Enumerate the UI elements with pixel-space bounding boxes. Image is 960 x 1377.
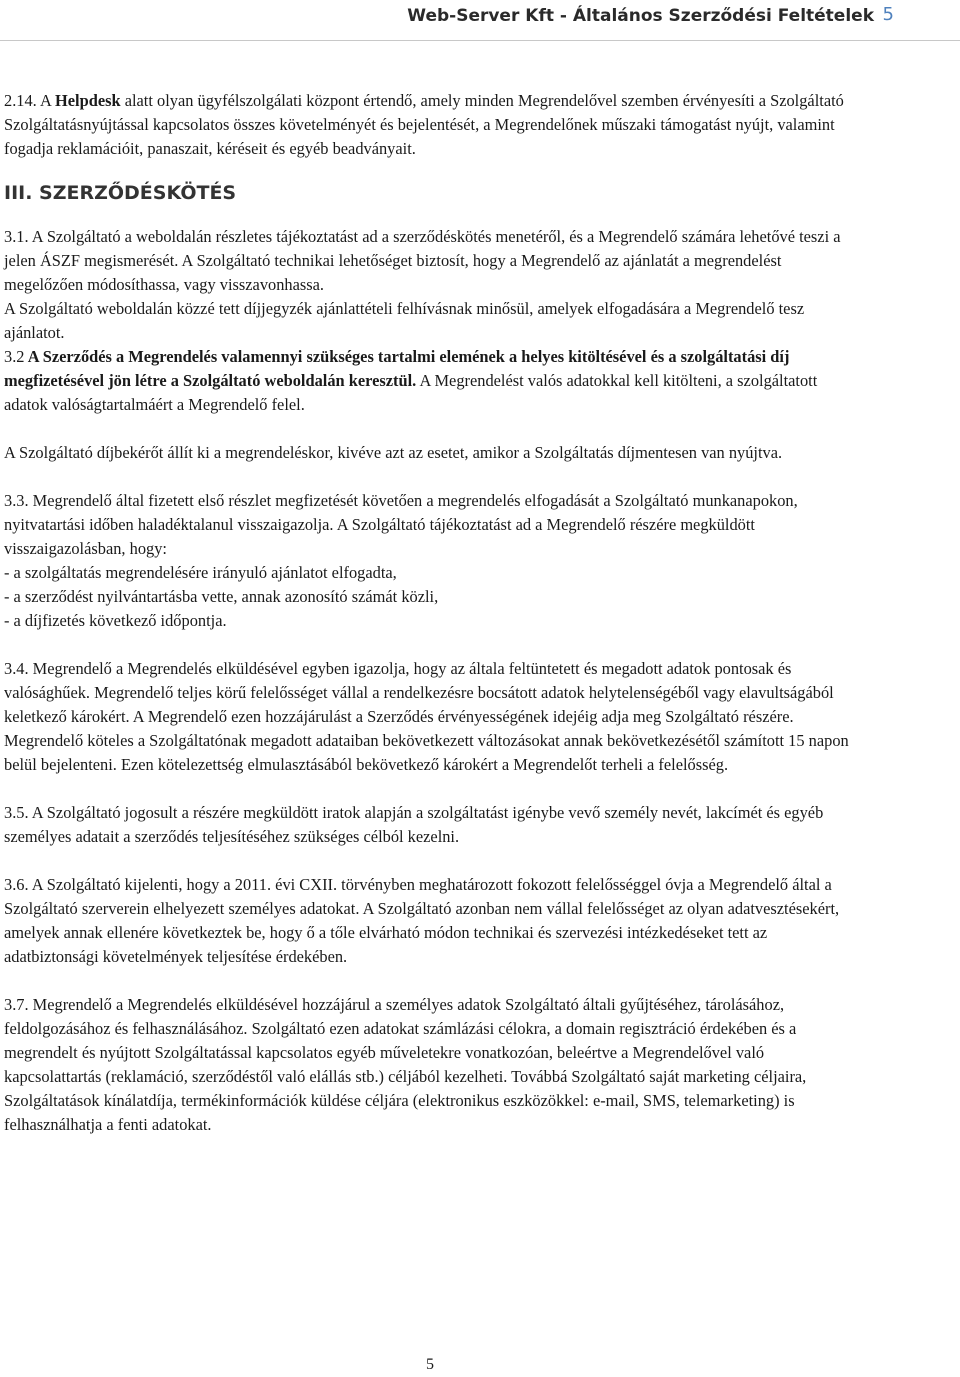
section-3-2-bold: A Szerződés a Megrendelés valamennyi szükséges tartalmi elemének a helyes kitöltésével és a szolgáltatási díj megfizetésével jön létre a Szolgáltató weboldalán keresztül. bbox=[4, 347, 790, 390]
section-3-1: 3.1. A Szolgáltató a weboldalán részletes tájékoztatást ad a szerződéskötés menetéről, és a Megrendelő számára lehetővé teszi a jelen ÁSZF megismerését. A Szolgáltató technikai lehetőséget biztosít, hogy a Megrendelő az ajánlatát a megrendelést megelőzően módosíthassa, vagy visszavonhassa. bbox=[4, 227, 841, 294]
list-item: - a szerződést nyilvántartásba vette, annak azonosító számát közli, bbox=[4, 587, 439, 606]
page-header bbox=[0, 0, 960, 41]
section-3-1-continued: A Szolgáltató weboldalán közzé tett díjjegyzék ajánlattételi felhívásnak minősül, amelyek elfogadására a Megrendelő tesz ajánlatot. bbox=[4, 299, 805, 342]
header-title: Web-Server Kft - Általános Szerződési Feltételek bbox=[407, 6, 874, 26]
section-number: 2.14. bbox=[4, 91, 37, 110]
section-3-3: 3.3. Megrendelő által fizetett első részlet megfizetését követően a megrendelés elfogadását a Szolgáltató munkanapokon, nyitvatartási időben haladéktalanul visszaigazolja. A Szolgáltató tájékoztatást ad a Megrendelő részére megküldött visszaigazolásban, hogy: bbox=[4, 491, 798, 558]
section-3-6: 3.6. A Szolgáltató kijelenti, hogy a 2011. évi CXII. törvényben meghatározott fokozott felelősséggel óvja a Megrendelő által a Szolgáltató szerverein elhelyezett személyes adatokat. A Szolgáltató azonban nem vállal felelősséget az olyan adatvesztésekért, amelyek annak ellenére következtek be, hogy ő a tőle elvárható módon technikai és szervezési intézkedéseket tett az adatbiztonsági követelmények teljesítése érdekében. bbox=[4, 875, 840, 966]
section-3-7: 3.7. Megrendelő a Megrendelés elküldésével hozzájárul a személyes adatok Szolgáltató általi gyűjtéséhez, tárolásához, feldolgozásához és felhasználásához. Szolgáltató ezen adatokat számlázási célokra, a domain regisztráció érdekében és a megrendelt és nyújtott Szolgáltatással kapcsolatos egyéb műveletekre vonatkozóan, beleértve a Megrendelővel való kapcsolattartás (reklamáció, szerződéstől való elállás stb.) céljából kezelheti. Továbbá Szolgáltató saját marketing céljaira, Szolgáltatások kínálatdíja, termékinformációk küldése céljára (elektronikus eszközökkel: e-mail, SMS, telemarketing) is felhasználhatja a fenti adatokat. bbox=[4, 995, 807, 1134]
chapter-heading: III. SZERZŐDÉSKÖTÉS bbox=[4, 182, 237, 204]
list-item: - a díjfizetés következő időpontja. bbox=[4, 611, 227, 630]
section-2-14: 2.14. A Helpdesk alatt olyan ügyfélszolgálati központ értendő, amely minden Megrendelővel szemben érvényesíti a Szolgáltató Szolgáltatásnyújtással kapcsolatos összes követelményét és bejelentését, a Megrendelőnek műszaki támogatást nyújt, valamint fogadja reklamációit, panaszait, kéréseit és egyéb beadványait. bbox=[4, 91, 844, 158]
list-item: - a szolgáltatás megrendelésére irányuló ajánlatot elfogadta, bbox=[4, 563, 397, 582]
section-3-4: 3.4. Megrendelő a Megrendelés elküldésével egyben igazolja, hogy az általa feltüntetett és megadott adatok pontosak és valósághűek. Megrendelő teljes körű felelősséget vállal a rendelkezésre bocsátott adatok helytelenségéből vagy elavultságából keletkező károkért. A Megrendelő ezen hozzájárulást a Szerződés érvényességének idejéig adja meg Szolgáltató részére. Megrendelő köteles a Szolgáltatónak megadott adataiban bekövetkezett változásokat annak bekövetkezésétől számított 15 napon belül bejelenteni. Ezen kötelezettség elmulasztásából bekövetkező károkért a Megrendelőt terheli a felelősség. bbox=[4, 659, 849, 774]
document-body bbox=[4, 89, 854, 1137]
helpdesk-term: Helpdesk bbox=[55, 91, 121, 110]
section-3-5: 3.5. A Szolgáltató jogosult a részére megküldött iratok alapján a szolgáltatást igénybe vevő személy nevét, lakcímét és egyéb személyes adatait a szerződés teljesítéséhez szükséges célból kezelni. bbox=[4, 803, 824, 846]
section-3-2: 3.2 A Szerződés a Megrendelés valamennyi szükséges tartalmi elemének a helyes kitöltésével és a szolgáltatási díj megfizetésével jön létre a Szolgáltató weboldalán keresztül. A Megrendelést valós adatokkal kell kitölteni, a szolgáltatott adatok valóságtartalmáért a Megrendelő felel. bbox=[4, 347, 818, 414]
section-number: 3.2 bbox=[4, 347, 25, 366]
header-page-number: 5 bbox=[882, 4, 894, 25]
footer-page-number: 5 bbox=[426, 1356, 434, 1373]
section-3-2-continued: A Szolgáltató díjbekérőt állít ki a megrendeléskor, kivéve azt az esetet, amikor a Szolgáltatás díjmentesen van nyújtva. bbox=[4, 443, 783, 462]
section-number: 3.1. bbox=[4, 227, 29, 246]
